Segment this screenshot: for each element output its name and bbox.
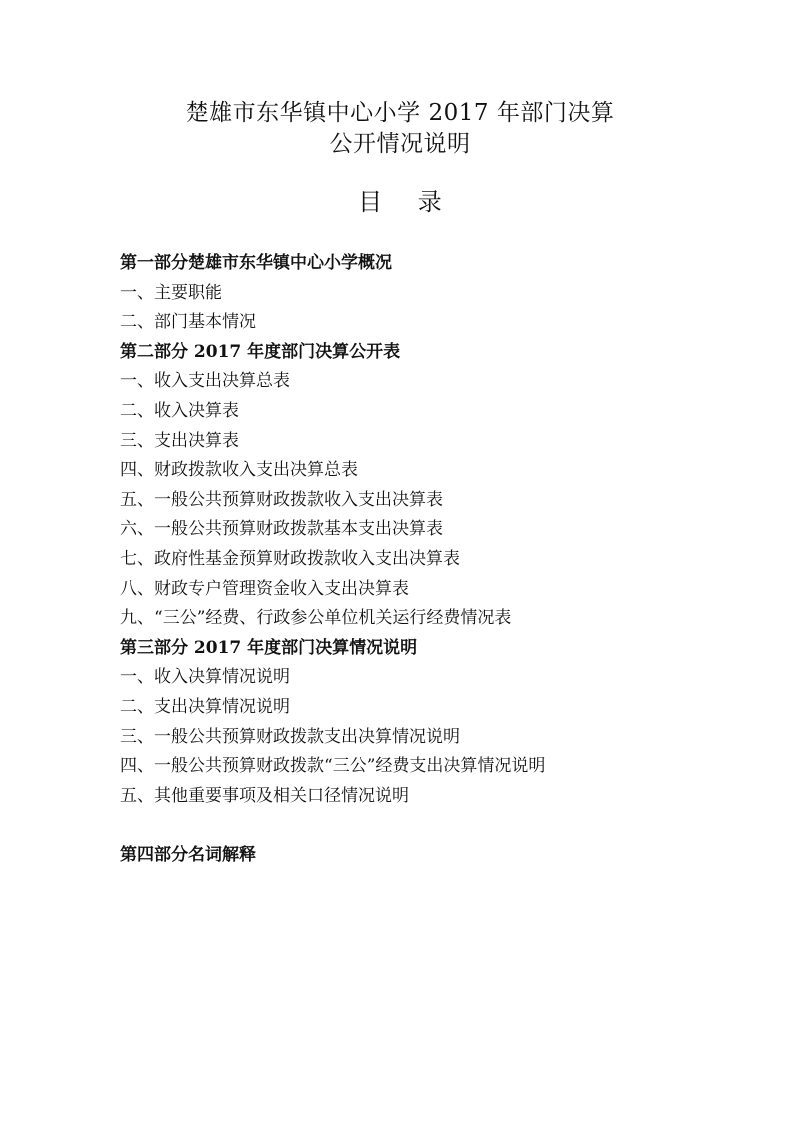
- toc-item: 一、收入支出决算总表: [120, 371, 290, 392]
- toc-part-1: 第一部分楚雄市东华镇中心小学概况: [120, 253, 392, 273]
- toc-item: 九、“三公”经费、行政参公单位机关运行经费情况表: [120, 608, 512, 629]
- document-title-line-2: 公开情况说明: [329, 131, 471, 157]
- toc-item: 三、一般公共预算财政拨款支出决算情况说明: [120, 726, 460, 747]
- toc-part-3: 第三部分 2017 年度部门决算情况说明: [120, 637, 418, 658]
- toc-item: 六、一般公共预算财政拨款基本支出决算表: [120, 519, 443, 540]
- toc-item: 二、收入决算表: [120, 400, 239, 421]
- toc-item: 一、主要职能: [120, 282, 222, 303]
- toc-item: 四、财政拨款收入支出决算总表: [120, 460, 358, 481]
- toc-part-4: 第四部分名词解释: [120, 845, 256, 866]
- document-title-line-1: 楚雄市东华镇中心小学 2017 年部门决算: [185, 100, 615, 126]
- toc-heading: 目 录: [358, 188, 456, 216]
- toc-spacer: [120, 811, 740, 841]
- toc-item: 二、部门基本情况: [120, 312, 256, 333]
- toc-part-2: 第二部分 2017 年度部门决算公开表: [120, 341, 401, 362]
- toc-item: 五、一般公共预算财政拨款收入支出决算表: [120, 489, 443, 510]
- toc-item: 八、财政专户管理资金收入支出决算表: [120, 578, 409, 599]
- table-of-contents: [120, 249, 740, 871]
- toc-item: 二、支出决算情况说明: [120, 696, 290, 717]
- toc-item: 三、支出决算表: [120, 430, 239, 451]
- toc-item: 七、政府性基金预算财政拨款收入支出决算表: [120, 548, 460, 569]
- toc-item: 四、一般公共预算财政拨款“三公”经费支出决算情况说明: [120, 756, 546, 777]
- toc-item: 五、其他重要事项及相关口径情况说明: [120, 785, 409, 806]
- toc-item: 一、收入决算情况说明: [120, 667, 290, 688]
